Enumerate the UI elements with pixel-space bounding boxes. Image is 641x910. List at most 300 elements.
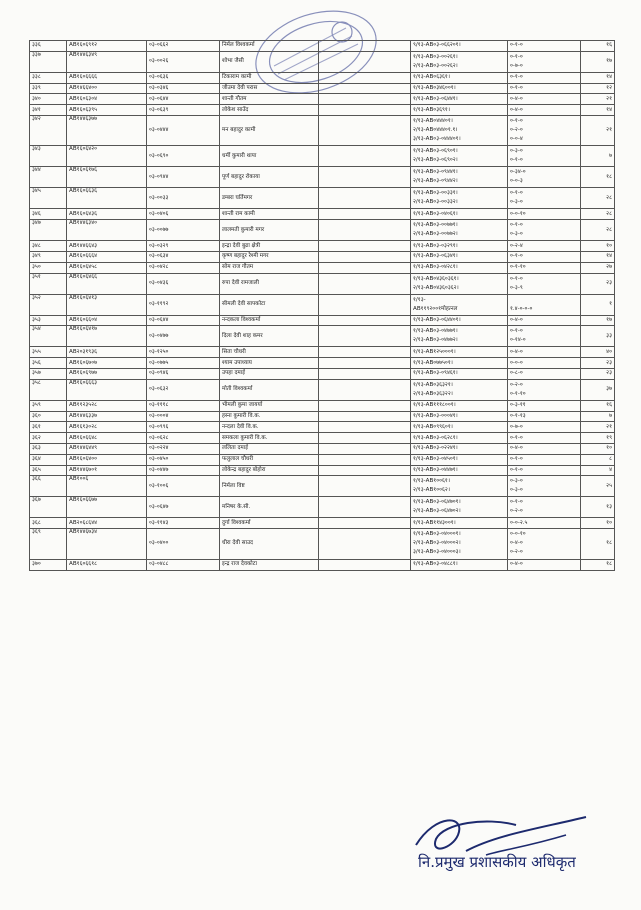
blank-cell [319,444,411,455]
blank-cell [319,220,411,241]
serial-number-cell: ३५६ [30,358,67,369]
table-row [30,518,615,529]
beneficiary-code-cell: AB१४६६४०० [67,83,147,94]
table-row [30,209,615,220]
blank-cell [319,411,411,422]
beneficiary-name-cell: धर्मी कुमारी थापा [220,146,319,167]
registration-number-cell: ०३-१२५० [147,347,220,358]
registration-number-cell: ०३-०२२४ [147,444,220,455]
area-amount-cell: ०-१-० [508,252,581,263]
table-row [30,220,615,241]
table-row [30,167,615,188]
area-amount-cell: ०-४-० [508,94,581,105]
beneficiary-name-cell: इन्द्रा देवी बुढा क्षेत्री [220,241,319,252]
ref-line: २/१३-AB०३-०४०००२। [413,540,461,547]
area-amount-cell: ०-४-० [508,347,581,358]
page-number-cell: २५ [581,476,615,497]
ref-line: १/१३-AB०३-०६४७०१। [413,499,461,506]
ref-line: १/१३-AB०३-००७७१। [413,222,458,229]
beneficiary-name-cell: लालमती कुमारी मगर [220,220,319,241]
serial-number-cell: ३५२ [30,294,67,315]
area-amount-cell [508,497,581,518]
table-row [30,105,615,116]
beneficiary-name-cell: दिला देवी शाह कमर [220,326,319,347]
page-number-cell: १४ [581,252,615,263]
area-amount-cell: ०-१-० [508,465,581,476]
area-amount-cell: ०-१-० [508,72,581,83]
ref-line: १/१३-AB०३-०६९०१। [413,148,458,155]
serial-number-cell: ३४७ [30,220,67,241]
area-amount-cell: ०-४-० [508,559,581,570]
reference-number-cell [411,273,508,294]
amount-line: ०-३४-० [510,169,526,176]
registration-number-cell: ०३-०४८८ [147,559,220,570]
page-number-cell: ७ [581,146,615,167]
area-amount-cell: ०-७-० [508,422,581,433]
page-number-cell: १८ [581,167,615,188]
beneficiary-code-cell: AB१६०६४०० [67,454,147,465]
registration-number-cell: ०३-०६३४ [147,252,220,263]
registration-number-cell: ०३-१११८ [147,400,220,411]
amount-line: ०-१-१० [510,390,526,397]
registration-number-cell: ०३-०४०६ [147,209,220,220]
amount-line: ०-१-० [510,275,523,282]
beneficiary-code-cell: AB१६०६६४८ [67,433,147,444]
beneficiary-code-cell: AB१४४६७०१ [67,465,147,476]
serial-number-cell: ३४० [30,94,67,105]
registration-number-cell: ०३-०४२८ [147,262,220,273]
serial-number-cell: ३५५ [30,347,67,358]
beneficiary-code-cell: AB१६०६६३६ [67,188,147,209]
amount-line: ०-१-० [510,499,523,506]
ref-line: १/१३-AB०३-००३३१। [413,190,458,197]
table-row [30,465,615,476]
amount-line: ०-३-० [510,199,523,206]
blank-cell [319,497,411,518]
ref-line: १/१३-AB०४३६०३६१। [413,275,459,282]
area-amount-cell [508,146,581,167]
ref-line: १/१३- [413,296,426,303]
registration-number-cell: ०३-०६९० [147,146,220,167]
beneficiary-code-cell: AB१६०६४१७ [67,326,147,347]
table-row [30,94,615,105]
registration-number-cell: ०३-०९४६ [147,369,220,380]
area-amount-cell [508,167,581,188]
serial-number-cell: ३६४ [30,454,67,465]
beneficiary-code-cell: AB१६०६४१३ [67,294,147,315]
page-number-cell: १९ [581,433,615,444]
table-row [30,529,615,560]
registration-number-cell: ०३-०६६२ [147,41,220,52]
ref-line: १/१३-AB०३६३२१। [413,381,453,388]
blank-cell [319,347,411,358]
serial-number-cell: ३६९ [30,529,67,560]
page-number-cell: ७ [581,411,615,422]
beneficiary-code-cell: AB१६०६४२० [67,146,147,167]
serial-number-cell: ३४९ [30,252,67,263]
registration-number-cell: ०३-११९२ [147,294,220,315]
amount-line: ०-१-० [510,190,523,197]
page-number-cell: ३७ [581,379,615,400]
area-amount-cell: ०-१-० [508,454,581,465]
reference-number-cell [411,51,508,72]
ref-line: २/१३-AB०३-०६९०२। [413,157,458,164]
reference-number-cell: १/१३-AB०३-०६४४०१। [411,315,508,326]
blank-cell [319,422,411,433]
table-row [30,241,615,252]
registration-number-cell: ०३-०६३६ [147,72,220,83]
blank-cell [319,400,411,411]
serial-number-cell: ३७० [30,559,67,570]
table-row [30,326,615,347]
ref-line: २/१३-AB०३-००३३२। [413,199,458,206]
reference-number-cell [411,220,508,241]
table-row [30,262,615,273]
reference-number-cell: १/१३-AB०३-०४८८१। [411,559,508,570]
blank-cell [319,146,411,167]
beneficiary-code-cell: AB१४४६७३४ [67,529,147,560]
area-amount-cell: ०-४-० [508,444,581,455]
beneficiary-code-cell: AB१६०६९७७ [67,369,147,380]
area-amount-cell [508,51,581,72]
blank-cell [319,167,411,188]
blank-cell [319,72,411,83]
ref-line: २/१३-AB०३-०४७७२। [413,337,458,344]
registration-number-cell: ०३-११४३ [147,518,220,529]
beneficiary-code-cell: AB१६१३०२८ [67,422,147,433]
serial-number-cell: ३४१ [30,105,67,116]
beneficiary-code-cell: AB१६०६६०४ [67,315,147,326]
page-number-cell: १२ [581,83,615,94]
area-amount-cell: ०-१-० [508,83,581,94]
table-row [30,454,615,465]
reference-number-cell [411,294,508,315]
ref-line: २/१३-AB०३-०९४४२। [413,178,458,185]
serial-number-cell: ३४३ [30,146,67,167]
table-row [30,188,615,209]
page-number-cell: ४ [581,465,615,476]
beneficiary-code-cell: AB१६०६७०७ [67,358,147,369]
serial-number-cell: ३३६ [30,41,67,52]
beneficiary-name-cell: श्याम उपाध्याय [220,358,319,369]
beneficiary-code-cell: AB१४४६४४९ [67,444,147,455]
reference-number-cell [411,476,508,497]
registration-number-cell: ०३-०३४६ [147,83,220,94]
area-amount-cell [508,476,581,497]
blank-cell [319,94,411,105]
ref-line: १/१३-AB१००६१। [413,478,450,485]
area-amount-cell [508,188,581,209]
serial-number-cell: ३३७ [30,51,67,72]
reference-number-cell: १/१३-AB०३-०९४६१। [411,369,508,380]
ref-line: २/१३-AB०३-००२६२। [413,62,458,69]
table-row [30,422,615,433]
beneficiary-name-cell: निर्मल विश्वकर्मा [220,41,319,52]
blank-cell [319,115,411,146]
beneficiary-code-cell: AB१६०६६६६ [67,72,147,83]
area-amount-cell: ०-१-१० [508,262,581,273]
blank-cell [319,262,411,273]
beneficiary-name-cell: कृष्ण बहादुर रेश्मी मगर [220,252,319,263]
area-amount-cell [508,294,581,315]
page-number-cell: २१ [581,94,615,105]
blank-cell [319,83,411,94]
registration-number-cell: ०३-०९४४ [147,167,220,188]
beneficiary-name-cell: सोम राज गौतम [220,262,319,273]
beneficiary-name-cell: नन्दकला विश्वकर्मा [220,315,319,326]
registration-number-cell: ०३-०४०० [147,529,220,560]
reference-number-cell: १/१३-AB११४३००१। [411,518,508,529]
beneficiary-name-cell: सिता चौधरी [220,347,319,358]
reference-number-cell: १/१३-AB०६३६१। [411,72,508,83]
beneficiary-code-cell: AB१६०६६१८ [67,559,147,570]
registration-number-cell: ०३-००७७ [147,220,220,241]
area-amount-cell [508,273,581,294]
beneficiary-code-cell: AB२०६८६४४ [67,518,147,529]
page-number-cell: ४० [581,347,615,358]
table-row [30,379,615,400]
table-row [30,72,615,83]
serial-number-cell: ३४८ [30,241,67,252]
registration-number-cell: ०३-०६४४ [147,315,220,326]
blank-cell [319,326,411,347]
amount-line: ०-३-० [510,148,523,155]
table-row [30,400,615,411]
reference-number-cell [411,497,508,518]
beneficiary-name-cell: शान्ती राम कामी [220,209,319,220]
area-amount-cell [508,326,581,347]
serial-number-cell: ३५० [30,262,67,273]
blank-cell [319,188,411,209]
table-row [30,273,615,294]
blank-cell [319,252,411,263]
beneficiary-name-cell: उपहा दमाई [220,369,319,380]
page-number-cell: १ [581,294,615,315]
amount-line: ०-१-० [510,53,523,60]
table-row [30,41,615,52]
amount-line: ०-२-० [510,549,523,556]
page-number-cell: १७ [581,315,615,326]
area-amount-cell: ०-२-४ [508,241,581,252]
serial-number-cell: ३४६ [30,209,67,220]
beneficiary-name-cell: निर्मला विष्ट [220,476,319,497]
area-amount-cell [508,379,581,400]
reference-number-cell: १/१३-AB०३६९१। [411,105,508,116]
page-number-cell: १४ [581,72,615,83]
beneficiary-code-cell: AB१६०६६६३ [67,379,147,400]
table-row [30,497,615,518]
page-number-cell: २७ [581,262,615,273]
beneficiary-name-cell: लोकेश साउँद [220,105,319,116]
blank-cell [319,294,411,315]
beneficiary-name-cell: मनिषर के.सी. [220,497,319,518]
beneficiary-code-cell: AB१६०६३०४ [67,94,147,105]
registration-number-cell: ०३-०३२९ [147,241,220,252]
beneficiary-code-cell: AB१४४६६४३ [67,241,147,252]
beneficiary-name-cell: रुपा देवी रामजाली [220,273,319,294]
serial-number-cell: ३४५ [30,188,67,209]
page-number-cell: १० [581,518,615,529]
amount-line: ०-२-० [510,381,523,388]
amount-line: ०-०-४ [510,136,523,143]
table-row [30,315,615,326]
table-row [30,433,615,444]
serial-number-cell: ३५३ [30,315,67,326]
table-row [30,358,615,369]
area-amount-cell: ०-८-० [508,369,581,380]
beneficiary-code-cell: AB१४४६३७७ [67,115,147,146]
registration-number-cell: ०३-००२६ [147,51,220,72]
beneficiary-name-cell: लोकेन्द्र बहादुर बोहोरा [220,465,319,476]
reference-number-cell: १/१३-AB०३-०४२८१। [411,262,508,273]
beneficiary-code-cell: AB२०३१९३६ [67,347,147,358]
reference-number-cell [411,529,508,560]
registration-number-cell: ०३-०६३९ [147,105,220,116]
blank-cell [319,433,411,444]
area-amount-cell: ०-३-११ [508,400,581,411]
blank-cell [319,465,411,476]
page-number-cell: ३३ [581,326,615,347]
page-number-cell: २३ [581,369,615,380]
reference-number-cell [411,188,508,209]
ref-line: १/१३-AB०३-०४०००१। [413,531,461,538]
page-number-cell: १६ [581,400,615,411]
amount-line: ०-०-१० [510,531,526,538]
reference-number-cell: १/१३-AB०९९६०१। [411,422,508,433]
reference-number-cell: १/१३-AB१२५०००१। [411,347,508,358]
page-number-cell: १८ [581,559,615,570]
beneficiary-name-cell: मन बहादुर कामी [220,115,319,146]
amount-line: ०-३-० [510,478,523,485]
table-row [30,411,615,422]
registration-number-cell: ०३-०४५० [147,454,220,465]
ref-line: १/१३-AB०३-००२६१। [413,53,458,60]
beneficiary-code-cell: AB१६०६९१२ [67,41,147,52]
reference-number-cell [411,379,508,400]
registration-number-cell: ०३-१००६ [147,476,220,497]
table-row [30,146,615,167]
area-amount-cell: ०-४-० [508,315,581,326]
serial-number-cell: ३५१ [30,273,67,294]
area-amount-cell: ०-४-० [508,105,581,116]
beneficiary-name-cell: शान्ती गौतम [220,94,319,105]
page-number-cell: २१ [581,115,615,146]
blank-cell [319,358,411,369]
blank-cell [319,559,411,570]
area-amount-cell: ०-१-१३ [508,411,581,422]
reference-number-cell [411,167,508,188]
table-row [30,476,615,497]
beneficiary-code-cell: AB१४४६३४० [67,220,147,241]
serial-number-cell: ३३८ [30,72,67,83]
ref-line: २/१३-AB०३६३२२। [413,390,453,397]
blank-cell [319,105,411,116]
beneficiary-name-cell: पूर्ण बहादुर रोकाया [220,167,319,188]
reference-number-cell [411,326,508,347]
serial-number-cell: ३४४ [30,167,67,188]
beneficiary-name-cell: इन्द्र राज देवकोटा [220,559,319,570]
page-number-cell: २१ [581,422,615,433]
registration-number-cell: ०३-०४४४ [147,115,220,146]
blank-cell [319,369,411,380]
ref-line: १/१३-AB०३-०९४४१। [413,169,458,176]
reference-number-cell: १/१३-AB०३-०४४७१। [411,465,508,476]
beneficiary-code-cell: AB१४४६३३७ [67,411,147,422]
blank-cell [319,41,411,52]
page-number-cell: १६ [581,41,615,52]
beneficiary-code-cell: AB१६०६४६६ [67,273,147,294]
amount-line: ०-१-० [510,118,523,125]
ref-line: २/१३-AB०४३६०३६२। [413,284,459,291]
blank-cell [319,241,411,252]
area-amount-cell: ०-०-० [508,358,581,369]
beneficiary-code-cell: AB१६०६३९५ [67,105,147,116]
reference-number-cell: १/१३-AB०३-०६३४१। [411,252,508,263]
signatory-title: नि.प्रमुख प्रशासकीय अधिकृत [418,853,576,871]
reference-number-cell: १/१३-AB०३-०२२४१। [411,444,508,455]
table-row [30,347,615,358]
serial-number-cell: ३६५ [30,465,67,476]
reference-number-cell: १/१३-AB०३-०४०६१। [411,209,508,220]
serial-number-cell: ३५९ [30,400,67,411]
reference-number-cell: १/१३-AB०३-०३२९१। [411,241,508,252]
reference-number-cell: ९/१३-AB०३-०६६२०१। [411,41,508,52]
ref-line: २/१३-AB०३-००७७२। [413,231,458,238]
reference-number-cell [411,115,508,146]
beneficiary-code-cell: AB११२३५२८ [67,400,147,411]
table-row [30,294,615,315]
page-number-cell: १० [581,444,615,455]
amount-line: ०-२-० [510,508,523,515]
registration-number-cell: ०३-०६४४ [147,94,220,105]
registration-number-cell: ०३-००३३ [147,188,220,209]
beneficiary-code-cell: AB१६०६४५८ [67,262,147,273]
amount-line: ०-३-० [510,231,523,238]
page-number-cell: १७ [581,51,615,72]
table-row [30,252,615,263]
serial-number-cell: ३६० [30,411,67,422]
beneficiary-code-cell: AB१००६ [67,476,147,497]
amount-line: १.४-०-०-० [510,305,533,312]
beneficiary-name-cell: शोभा जैसी [220,51,319,72]
beneficiary-name-cell: जीउमा देवी परास [220,83,319,94]
beneficiary-name-cell: धीरा देवी साउद [220,529,319,560]
ref-line: २/१३-AB१००६२। [413,487,450,494]
page-number-cell: २८ [581,188,615,209]
amount-line: ०-१-० [510,328,523,335]
amount-line: ०-४-० [510,540,523,547]
blank-cell [319,518,411,529]
amount-line: ०-३-९ [510,284,523,291]
table-row [30,51,615,72]
page-number-cell: १० [581,241,615,252]
serial-number-cell: ३५७ [30,369,67,380]
beneficiary-code-cell: AB१४४६३४९ [67,51,147,72]
table-row [30,369,615,380]
beneficiary-code-cell: AB१६०६४३६ [67,209,147,220]
registration-number-cell: ०३-०६२८ [147,433,220,444]
ref-line: ३/१३-AB०३-०४०००३। [413,549,461,556]
ref-line: १/१३-AB०४४४०१। [413,118,453,125]
registration-number-cell: ०३-०४४७ [147,465,220,476]
registration-number-cell: ०३-०७७५ [147,358,220,369]
registration-number-cell: ०३-०९९६ [147,422,220,433]
amount-line [510,296,578,305]
serial-number-cell: ३४२ [30,115,67,146]
ref-line: ३/१३-AB०३-०४४४०१। [413,136,461,143]
area-amount-cell [508,115,581,146]
beneficiary-code-cell: AB१६०६६६४ [67,252,147,263]
